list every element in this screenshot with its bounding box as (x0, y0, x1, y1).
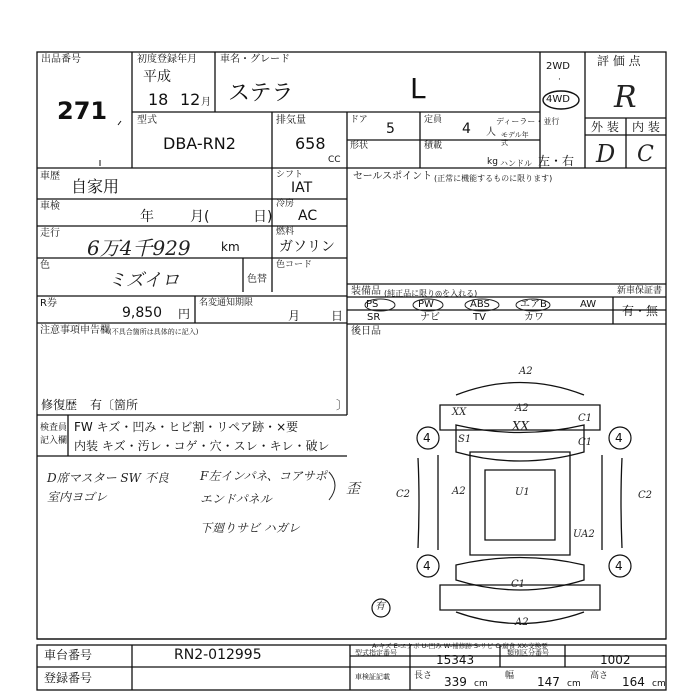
color-label: 色 (40, 260, 50, 271)
equip-sr: SR (367, 312, 381, 323)
capacity-label: 定員 (424, 115, 443, 125)
handle-label: ハンドル (500, 159, 532, 168)
repair-close: 〕 (336, 398, 349, 412)
model-no-value: 15343 (436, 653, 475, 667)
width-label: 幅 (505, 671, 515, 681)
spare-mark: 有 (375, 601, 385, 612)
dealer-label: ディーラー・並行 (496, 117, 560, 126)
mileage-label: 走行 (40, 228, 60, 239)
sales-label: セールスポイント (353, 171, 433, 182)
era: 平成 (143, 69, 171, 85)
score-value: R (614, 80, 637, 115)
repair-value: 有〔箇所 (90, 398, 139, 412)
model-label: 車名・グレード (220, 54, 290, 65)
equip-pw: PW (418, 299, 434, 310)
inspection-day: 日) (253, 209, 273, 225)
mileage-value: 6万4千929 (87, 236, 191, 260)
inspector-label-2: 記入欄 (40, 436, 68, 446)
equip-abs: ABS (470, 299, 490, 310)
diagram-label-hood-xx: XX (512, 419, 530, 433)
equip-aw: AW (580, 299, 597, 310)
load-unit: kg (487, 157, 498, 167)
displacement-value: 658 (295, 134, 326, 153)
ac-value: AC (298, 208, 318, 224)
door-value: 5 (386, 121, 395, 137)
drive-4wd: 4WD (546, 94, 570, 105)
fuel-label: 燃料 (276, 227, 295, 237)
equip-navi: ナビ (420, 312, 440, 323)
type-label: 型式 (137, 115, 157, 126)
inspector-row-1: FW キズ・凹み・ヒビ割・リペア跡・×要 (74, 420, 299, 434)
model-name: ステラ (228, 81, 294, 106)
inspector-row-2: 内装 キズ・汚レ・コゲ・穴・スレ・キレ・破レ (74, 439, 330, 453)
diagram-label-rear-bumper: A2 (515, 617, 529, 628)
score-label: 評 価 点 (597, 54, 641, 68)
exterior-value: D (596, 140, 616, 168)
interior-value: C (637, 142, 654, 167)
equip-tv: TV (473, 312, 486, 323)
shift-label: シフト (276, 170, 304, 180)
recycle-value: 9,850 (122, 305, 163, 321)
diagram-label-right-rear: UA2 (573, 529, 595, 540)
name-change-month: 月 (288, 309, 301, 323)
equip-circles (360, 298, 560, 312)
recycle-label: R券 (40, 298, 57, 309)
name-change-label: 名変通知期限 (199, 298, 254, 308)
type-value: DBA-RN2 (163, 134, 236, 153)
diagram-label-front-bumper: A2 (519, 366, 533, 377)
month-unit: 月 (201, 97, 211, 108)
drive-2wd: 2WD (546, 61, 570, 72)
length-unit: cm (474, 679, 488, 689)
history-label: 車歴 (40, 171, 60, 182)
color-code-label: 色コード (276, 260, 313, 270)
inspector-note-2: 室内ヨゴレ (47, 490, 108, 504)
recycle-unit: 円 (178, 307, 191, 321)
equipment-sub: (純正品に限り◎を入れる) (384, 289, 478, 298)
diagram-label-hood-a2: A2 (515, 403, 529, 414)
diagram-label-left-door: A2 (452, 486, 466, 497)
height-label: 高さ (590, 671, 609, 681)
inspector-note-4: エンドパネル (200, 492, 272, 506)
cc-unit: CC (328, 155, 341, 165)
equip-ps: PS (366, 299, 379, 310)
notes-sub: (不具合箇所は具体的に記入) (109, 328, 199, 336)
height-unit: cm (652, 679, 666, 689)
reg-year: 18 (148, 90, 169, 109)
dims-label: 車検証記載 (355, 673, 390, 681)
capacity-unit: 人 (486, 127, 496, 138)
warranty-label: 新車保証書 (617, 286, 663, 296)
handle-value: 左・右 (538, 154, 575, 168)
inspector-note-5: 下廻りサビ ハガレ (200, 521, 300, 535)
door-label: ドア (350, 115, 368, 125)
chassis-value: RN2-012995 (174, 647, 262, 663)
diagram-label-roof: U1 (515, 487, 530, 498)
exterior-label: 外 装 (591, 120, 619, 134)
repair-label: 修復歴 (41, 398, 78, 412)
displacement-label: 排気量 (276, 115, 306, 126)
notes-label: 注意事項申告欄 (40, 325, 110, 336)
category-value: 1002 (600, 653, 631, 667)
diagram-label-right-fender: C1 (578, 437, 593, 448)
history-value: 自家用 (71, 177, 120, 196)
diagram-label-s1: S1 (458, 434, 472, 445)
sales-sub: (正常に機能するものに限ります) (434, 174, 553, 183)
diagram-label-right-front: C1 (578, 413, 593, 424)
warranty-value: 有・無 (622, 304, 659, 318)
registration-label: 登録番号 (44, 671, 93, 685)
diagram-label-left-front: XX (452, 407, 467, 418)
mileage-unit: km (221, 240, 240, 254)
inspector-note-mark: 歪 (346, 481, 360, 497)
chassis-label: 車台番号 (44, 648, 93, 662)
length-label: 長さ (414, 671, 433, 681)
category-label: 類別区分番号 (507, 649, 549, 657)
length-value: 339 (444, 675, 467, 689)
ac-label: 冷房 (276, 199, 295, 209)
inspector-label-1: 検査員 (40, 423, 68, 433)
drive-sep: · (558, 75, 561, 85)
inspection-month: 月( (190, 209, 210, 225)
color-change-label: 色替 (247, 274, 267, 285)
name-change-day: 日 (331, 309, 344, 323)
color-value: ミズイロ (108, 270, 180, 291)
equip-leather: カワ (524, 312, 544, 323)
reg-month: 12 (180, 90, 201, 109)
inspector-note-1: D席マスター SW 不良 (47, 471, 169, 485)
model-no-label: 型式指定番号 (355, 649, 397, 657)
wheel-rear-left: 4 (423, 559, 431, 573)
wheel-rear-right: 4 (615, 559, 623, 573)
diagram-label-rear-panel: C1 (511, 579, 526, 590)
height-value: 164 (622, 675, 645, 689)
width-unit: cm (567, 679, 581, 689)
wheel-front-left: 4 (423, 431, 431, 445)
reg-date-label: 初度登録年月 (137, 54, 197, 65)
inspector-note-3: F左インパネ、コアサポ (200, 469, 327, 483)
grade: L (410, 72, 426, 105)
shape-label: 形状 (350, 141, 369, 151)
delivery-label: 後日品 (351, 326, 381, 337)
capacity-value: 4 (462, 121, 471, 137)
shift-value: IAT (291, 180, 313, 196)
fuel-value: ガソリン (279, 239, 335, 255)
interior-label: 内 装 (632, 120, 660, 134)
equipment-label: 装備品 (351, 286, 381, 297)
wheel-front-right: 4 (615, 431, 623, 445)
load-label: 積載 (424, 141, 443, 151)
model-year-label: モデル年式 (501, 131, 529, 147)
inspection-year: 年 (140, 209, 154, 225)
inspection-label: 車検 (40, 201, 60, 212)
equip-airbag: エアB (520, 299, 547, 310)
lot-number: 271 (57, 97, 108, 125)
diagram-label-left-side: C2 (396, 489, 411, 500)
width-value: 147 (537, 675, 560, 689)
diagram-label-right-side: C2 (638, 490, 653, 501)
lot-label: 出品番号 (41, 54, 81, 65)
diagram-legend: A-キズ E-エクボ U-凹み W-補修跡 S-サビ C-腐食 XX-交換要 (372, 642, 548, 650)
